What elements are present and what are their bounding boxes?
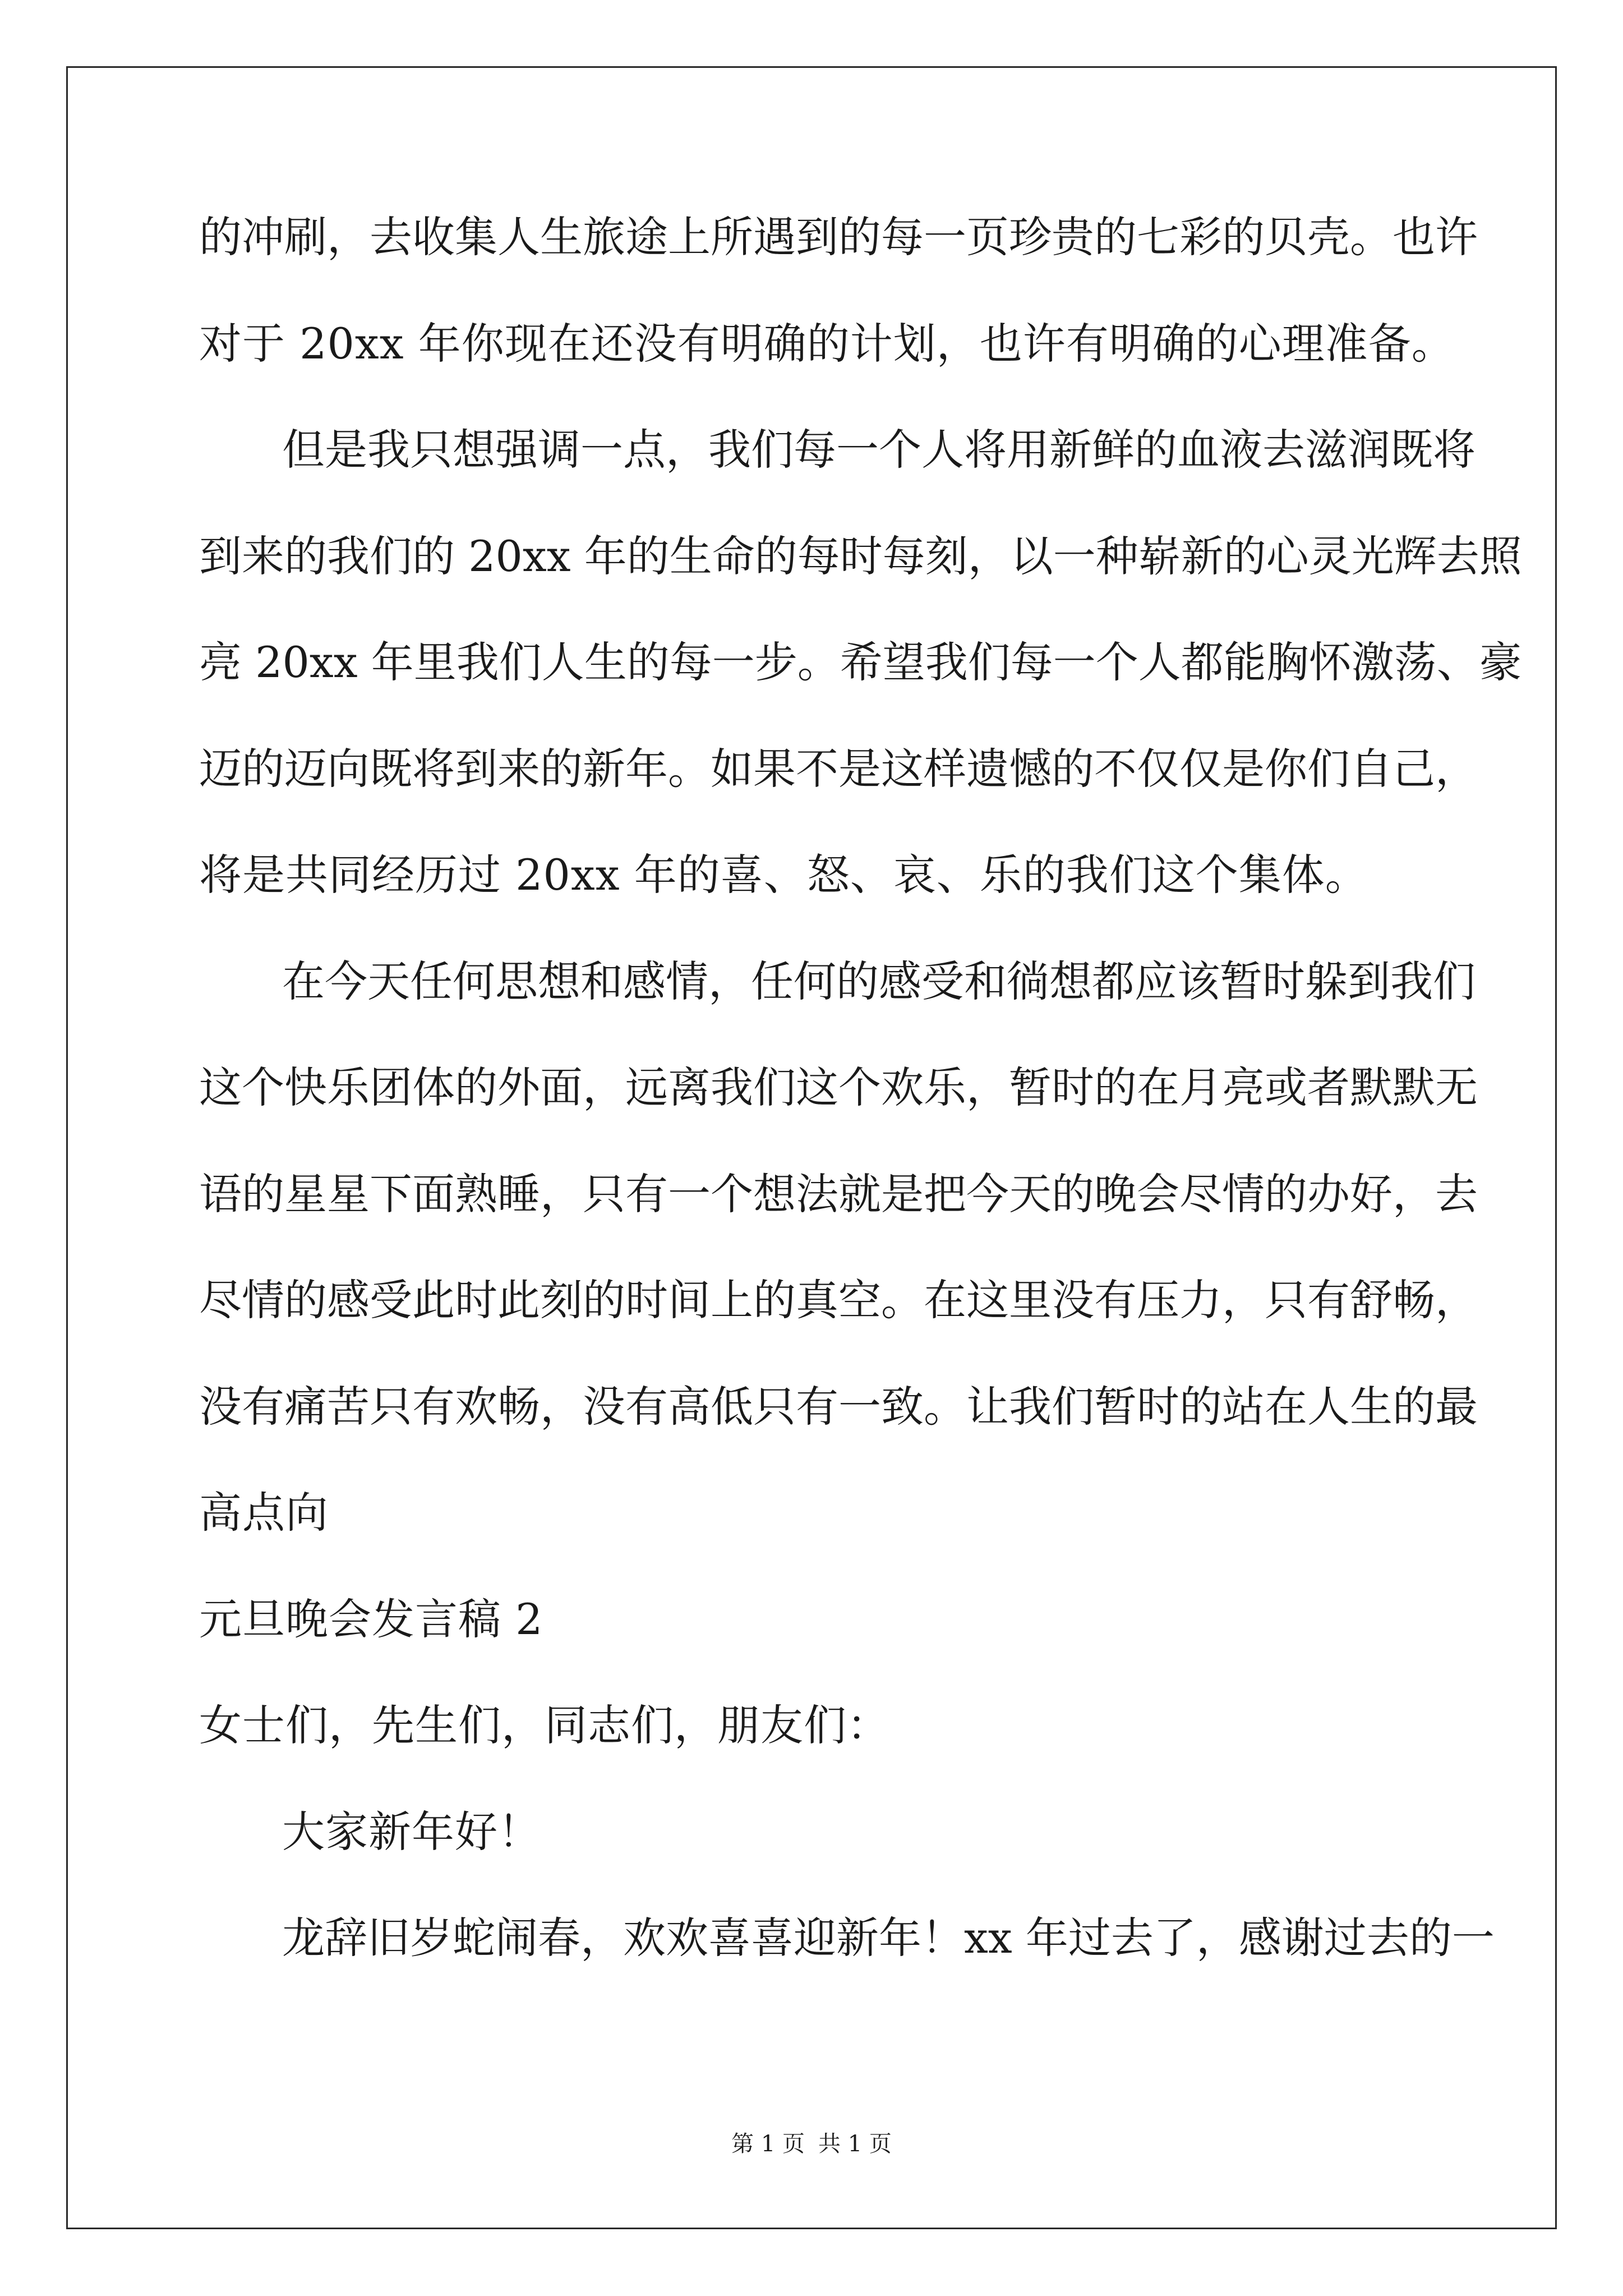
text-line: 的冲刷，去收集人生旅途上所遇到的每一页珍贵的七彩的贝壳。也许 (199, 212, 1478, 262)
text-line: 高点向 (199, 1488, 329, 1538)
text-line: 将是共同经历过 20xx 年的喜、怒、哀、乐的我们这个集体。 (199, 850, 1368, 900)
page-footer (0, 2133, 1623, 2155)
text-line: 对于 20xx 年你现在还没有明确的计划，也许有明确的心理准备。 (199, 318, 1455, 369)
text-line: 迈的迈向既将到来的新年。如果不是这样遗憾的不仅仅是你们自己， (199, 743, 1478, 794)
text-line: 尽情的感受此时此刻的时间上的真空。在这里没有压力，只有舒畅， (199, 1275, 1478, 1325)
text-line: 到来的我们的 20xx 年的生命的每时每刻，以一种崭新的心灵光辉去照 (199, 531, 1522, 581)
text-line: 在今天任何思想和感情，任何的感受和徜想都应该暂时躲到我们 (282, 956, 1476, 1006)
text-line: 语的星星下面熟睡，只有一个想法就是把今天的晚会尽情的办好，去 (199, 1168, 1478, 1219)
text-line: 这个快乐团体的外面，远离我们这个欢乐，暂时的在月亮或者默默无 (199, 1062, 1478, 1112)
salutation: 女士们，先生们，同志们，朋友们： (199, 1700, 890, 1750)
section-heading: 元旦晚会发言稿 2 (199, 1594, 543, 1644)
greeting: 大家新年好！ (282, 1806, 541, 1857)
page-number: 第 1 页 (731, 2131, 805, 2157)
text-line: 没有痛苦只有欢畅，没有高低只有一致。让我们暂时的站在人生的最 (199, 1381, 1478, 1432)
text-line: 龙辞旧岁蛇闹春，欢欢喜喜迎新年！xx 年过去了，感谢过去的一 (282, 1913, 1495, 1963)
text-line: 亮 20xx 年里我们人生的每一步。希望我们每一个人都能胸怀激荡、豪 (199, 637, 1522, 687)
text-line: 但是我只想强调一点，我们每一个人将用新鲜的血液去滋润既将 (282, 425, 1476, 475)
page-total: 共 1 页 (818, 2131, 892, 2157)
document-body (199, 212, 1522, 2023)
